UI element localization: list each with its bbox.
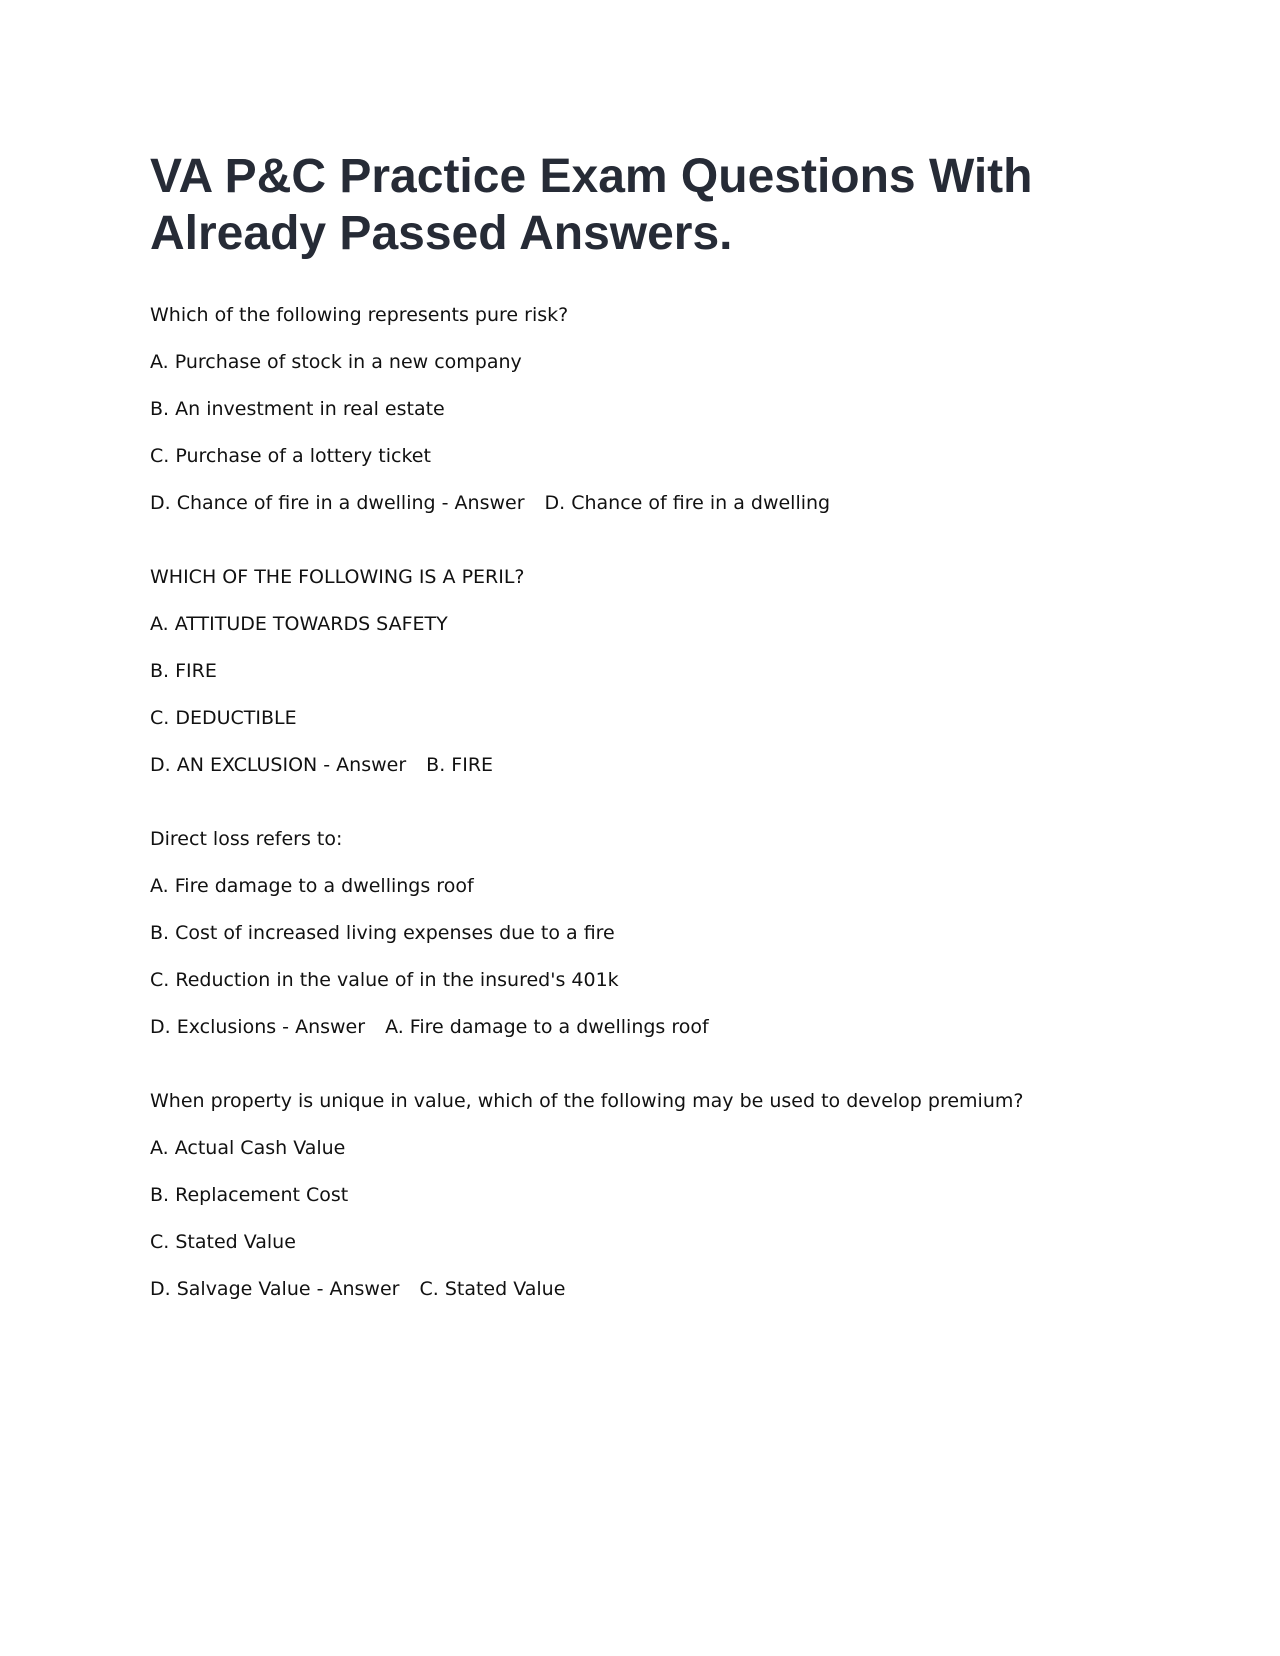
answer-option: B. Replacement Cost [150,1184,349,1206]
answer-option: C. Stated Value [150,1231,296,1253]
final-option-label: D. Salvage Value - Answer [150,1278,400,1300]
correct-answer: A. Fire damage to a dwellings roof [385,1016,709,1038]
final-option-line [150,1275,1150,1303]
correct-answer: D. Chance of fire in a dwelling [544,492,831,514]
final-option-line [150,489,1150,517]
answer-option: A. Fire damage to a dwellings roof [150,875,474,897]
answer-option: C. Purchase of a lottery ticket [150,445,431,467]
final-option-line [150,751,1150,779]
question-list [150,301,1150,1303]
answer-option: C. Reduction in the value of in the insured's 401k [150,969,619,991]
question-block [150,563,1150,779]
final-option-label: D. Chance of fire in a dwelling - Answer [150,492,525,514]
correct-answer: B. FIRE [426,754,494,776]
final-option-label: D. AN EXCLUSION - Answer [150,754,407,776]
final-option-label: D. Exclusions - Answer [150,1016,366,1038]
answer-option: A. Actual Cash Value [150,1137,346,1159]
answer-option: C. DEDUCTIBLE [150,707,297,729]
answer-option: B. An investment in real estate [150,398,445,420]
document-title: VA P&C Practice Exam Questions With Already Passed Answers. [150,150,1033,260]
answer-option: B. FIRE [150,660,217,682]
question-prompt: WHICH OF THE FOLLOWING IS A PERIL? [150,566,525,588]
question-block [150,825,1150,1041]
answer-option: A. ATTITUDE TOWARDS SAFETY [150,613,448,635]
question-block [150,1087,1150,1303]
question-prompt: Direct loss refers to: [150,828,343,850]
question-prompt: When property is unique in value, which of the following may be used to develop premium? [150,1090,1024,1112]
final-option-line [150,1013,1150,1041]
document-content [150,148,1150,1349]
question-block [150,301,1150,517]
question-prompt: Which of the following represents pure risk? [150,304,569,326]
answer-option: B. Cost of increased living expenses due to a fire [150,922,615,944]
correct-answer: C. Stated Value [419,1278,566,1300]
answer-option: A. Purchase of stock in a new company [150,351,522,373]
